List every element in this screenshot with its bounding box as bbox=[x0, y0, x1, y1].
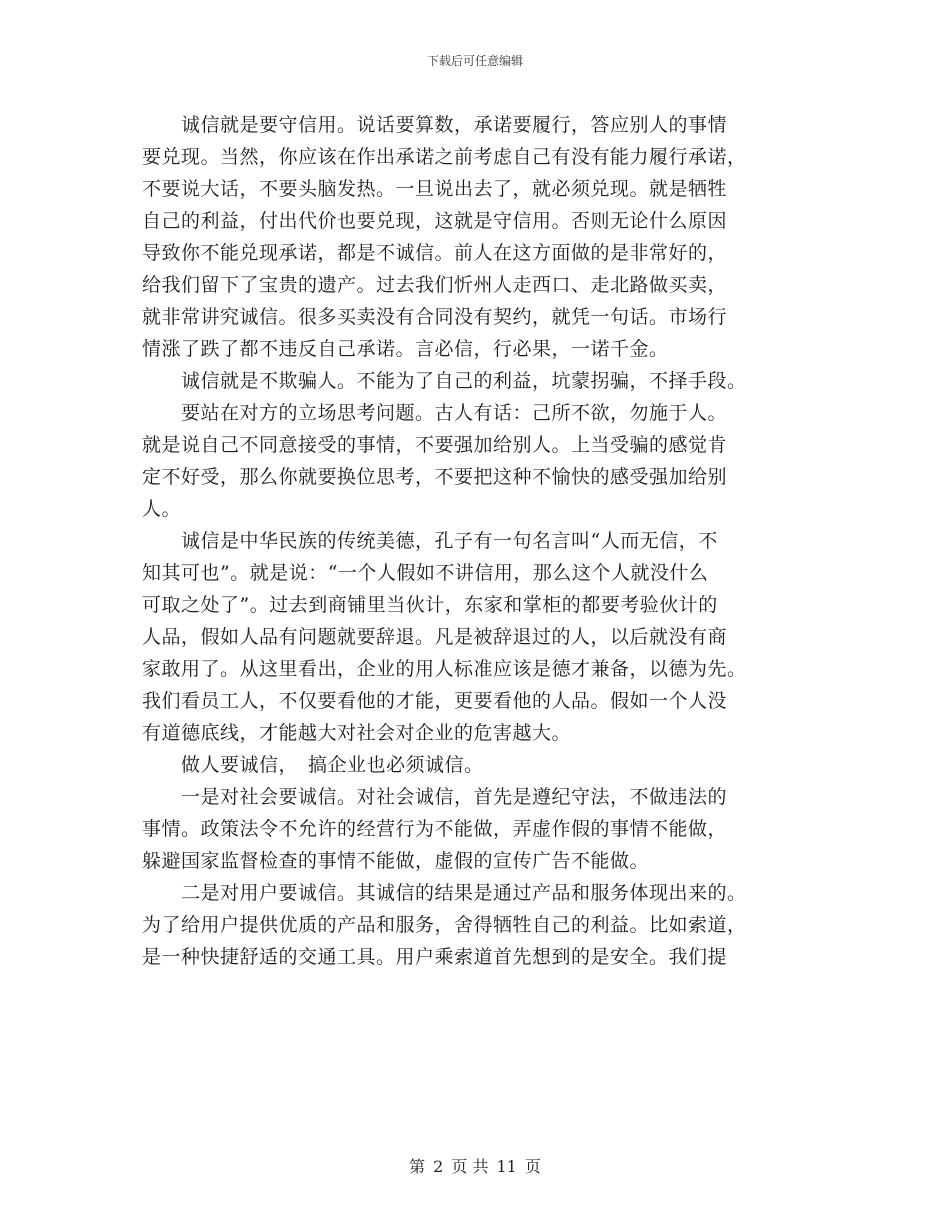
text-line: 诚信是中华民族的传统美德，孔子有一句名言叫“人而无信，不 bbox=[142, 530, 718, 552]
text-line: 知其可也”。就是说：“一个人假如不讲信用，那么这个人就没什么 bbox=[142, 562, 709, 584]
page-footer bbox=[0, 1156, 950, 1178]
text-line: 可取之处了”。过去到商铺里当伙计，东家和掌柜的都要考验伙计的 bbox=[142, 594, 718, 616]
footer-suffix: 页 bbox=[524, 1157, 541, 1176]
text-line: 要站在对方的立场思考问题。古人有话：己所不欲，勿施于人。 bbox=[142, 402, 728, 424]
total-pages: 11 bbox=[496, 1157, 517, 1176]
text-line: 二是对用户要诚信。其诚信的结果是通过产品和服务体现出来的。 bbox=[142, 882, 747, 904]
text-line: 躲避国家监督检查的事情不能做，虚假的宣传广告不能做。 bbox=[142, 850, 650, 872]
text-line: 做人要诚信， 搞企业也必须诚信。 bbox=[142, 754, 484, 776]
text-line: 诚信就是要守信用。说话要算数，承诺要履行，答应别人的事情 bbox=[142, 114, 728, 136]
text-line: 导致你不能兑现承诺，都是不诚信。前人在这方面做的是非常好的， bbox=[142, 242, 728, 264]
text-line: 定不好受，那么你就要换位思考，不要把这种不愉快的感受强加给别 bbox=[142, 466, 728, 488]
text-line: 家敢用了。从这里看出，企业的用人标准应该是德才兼备，以德为先。 bbox=[142, 658, 747, 680]
text-line: 自己的利益，付出代价也要兑现，这就是守信用。否则无论什么原因 bbox=[142, 210, 728, 232]
page-number: 2 bbox=[433, 1157, 444, 1176]
text-line: 有道德底线，才能越大对社会对企业的危害越大。 bbox=[142, 722, 572, 744]
text-line: 事情。政策法令不允许的经营行为不能做，弄虚作假的事情不能做， bbox=[142, 818, 728, 840]
header-text: 下载后可任意编辑 bbox=[426, 54, 523, 68]
document-body bbox=[142, 109, 814, 973]
text-line: 是一种快捷舒适的交通工具。用户乘索道首先想到的是安全。我们提 bbox=[142, 946, 728, 968]
text-line: 我们看员工人，不仅要看他的才能，更要看他的人品。假如一个人没 bbox=[142, 690, 728, 712]
text-line: 为了给用户提供优质的产品和服务，舍得牺牲自己的利益。比如索道， bbox=[142, 914, 747, 936]
text-line: 情涨了跌了都不违反自己承诺。言必信，行必果，一诺千金。 bbox=[142, 338, 669, 360]
text-line: 给我们留下了宝贵的遗产。过去我们忻州人走西口、走北路做买卖， bbox=[142, 274, 728, 296]
text-line: 一是对社会要诚信。对社会诚信，首先是遵纪守法，不做违法的 bbox=[142, 786, 728, 808]
text-line: 诚信就是不欺骗人。不能为了自己的利益，坑蒙拐骗，不择手段。 bbox=[142, 370, 747, 392]
text-line: 就非常讲究诚信。很多买卖没有合同没有契约，就凭一句话。市场行 bbox=[142, 306, 728, 328]
text-line: 人品，假如人品有问题就要辞退。凡是被辞退过的人，以后就没有商 bbox=[142, 626, 728, 648]
footer-prefix: 第 bbox=[409, 1157, 426, 1176]
footer-middle: 页 共 bbox=[451, 1157, 489, 1176]
text-line: 人。 bbox=[142, 498, 182, 520]
text-line: 就是说自己不同意接受的事情，不要强加给别人。上当受骗的感觉肯 bbox=[142, 434, 728, 456]
text-line: 要兑现。当然，你应该在作出承诺之前考虑自己有没有能力履行承诺， bbox=[142, 146, 747, 168]
page-header bbox=[0, 53, 950, 69]
text-line: 不要说大话，不要头脑发热。一旦说出去了，就必须兑现。就是牺牲 bbox=[142, 178, 728, 200]
